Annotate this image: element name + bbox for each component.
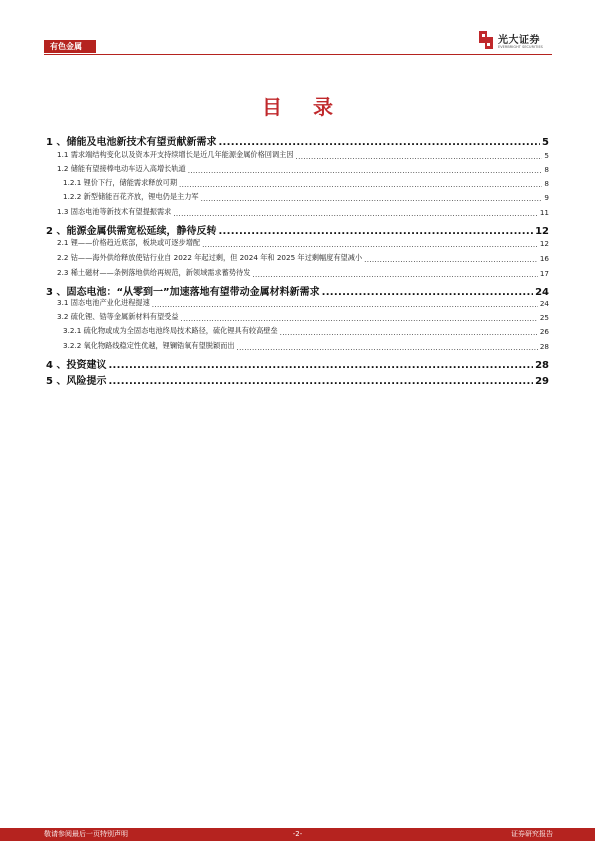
- brand-name-en: EVERBRIGHT SECURITIES: [498, 45, 543, 49]
- toc-entry-page: 8: [544, 165, 549, 174]
- toc-entry-page: 28: [539, 342, 549, 351]
- brand-name-cn: 光大证券: [498, 35, 540, 46]
- toc-entry-1[interactable]: [46, 133, 549, 148]
- everbright-logo-icon: [478, 30, 494, 50]
- toc-entry-1.2.2[interactable]: [63, 192, 549, 202]
- toc-entry-label: 1 、储能及电池新技术有望贡献新需求: [46, 137, 217, 148]
- toc-entry-label: 2.1 锂——价格趋近底部，板块或可逐步增配: [57, 238, 201, 247]
- toc-leader-dots: [201, 194, 543, 202]
- toc-entry-3.2.1[interactable]: [63, 326, 549, 336]
- toc-entry-1.2[interactable]: [57, 164, 549, 174]
- toc-entry-label: 2.3 稀土磁材——条例落地供给再规范，新领域需求蓄势待发: [57, 268, 251, 277]
- toc-entry-label: 1.3 固态电池等新技术有望提振需求: [57, 207, 172, 216]
- toc-entry-2.3[interactable]: [57, 268, 549, 278]
- toc-entry-5[interactable]: [46, 372, 549, 387]
- toc-leader-dots: [108, 376, 533, 387]
- toc-entry-1.2.1[interactable]: [63, 178, 549, 188]
- toc-leader-dots: [202, 240, 538, 248]
- toc-leader-dots: [152, 300, 538, 308]
- toc-entry-page: 8: [544, 179, 549, 188]
- toc-entry-1.3[interactable]: [57, 207, 549, 217]
- toc-entry-label: 3.2.2 氧化物路线稳定性优越，锂镧锆氧有望脱颖而出: [63, 341, 235, 350]
- toc-leader-dots: [188, 166, 543, 174]
- page-number: -2-: [292, 830, 303, 838]
- toc-entry-page: 12: [539, 239, 549, 248]
- toc-entry-3[interactable]: [46, 283, 549, 298]
- toc-entry-page: 11: [539, 208, 549, 217]
- toc-entry-2.2[interactable]: [57, 253, 549, 263]
- toc-entry-label: 2.2 钴——海外供给释放使钴行业自 2022 年起过剩，但 2024 年和 2025 年过剩幅度有望减小: [57, 253, 363, 262]
- toc-entry-page: 5: [542, 137, 549, 148]
- toc-entry-2[interactable]: [46, 222, 549, 237]
- toc-leader-dots: [218, 137, 540, 148]
- toc-entry-page: 28: [535, 360, 549, 371]
- toc-entry-label: 3 、固态电池：“从零到一”加速落地有望带动金属材料新需求: [46, 287, 320, 298]
- brand-logo: [478, 30, 558, 54]
- toc-entry-3.2[interactable]: [57, 312, 549, 322]
- toc-entry-label: 1.2.2 新型储能百花齐放，锂电仍是主力军: [63, 192, 199, 201]
- toc-entry-page: 9: [544, 193, 549, 202]
- toc-entry-page: 16: [539, 254, 549, 263]
- toc-entry-page: 29: [535, 376, 549, 387]
- toc-leader-dots: [252, 270, 537, 278]
- toc-leader-dots: [296, 152, 543, 160]
- toc-entry-page: 5: [544, 151, 549, 160]
- toc-leader-dots: [173, 209, 538, 217]
- toc-entry-label: 5 、风险提示: [46, 376, 107, 387]
- toc-leader-dots: [181, 314, 538, 322]
- toc-entry-4[interactable]: [46, 356, 549, 371]
- toc-leader-dots: [322, 287, 533, 298]
- toc-entry-3.2.2[interactable]: [63, 341, 549, 351]
- toc-entry-page: 25: [539, 313, 549, 322]
- footer-report-type: 证券研究报告: [511, 830, 553, 838]
- toc-entry-3.1[interactable]: [57, 298, 549, 308]
- toc-leader-dots: [364, 255, 538, 263]
- toc-entry-page: 12: [535, 226, 549, 237]
- toc-entry-label: 3.2.1 硫化物或成为全固态电池终局技术路径，硫化锂具有较高壁垒: [63, 326, 278, 335]
- toc-entry-label: 2 、能源金属供需宽松延续，静待反转: [46, 226, 217, 237]
- section-tag: 有色金属: [44, 40, 96, 53]
- page-footer: [0, 828, 595, 841]
- toc-leader-dots: [179, 180, 542, 188]
- footer-disclaimer: 敬请参阅最后一页特别声明: [44, 830, 128, 838]
- toc-entry-label: 3.1 固态电池产业化进程提速: [57, 298, 150, 307]
- toc-leader-dots: [280, 328, 538, 336]
- toc-entry-page: 24: [535, 287, 549, 298]
- toc-entry-label: 4 、投资建议: [46, 360, 107, 371]
- toc-entry-page: 24: [539, 299, 549, 308]
- toc-entry-2.1[interactable]: [57, 238, 549, 248]
- toc-leader-dots: [108, 360, 533, 371]
- toc-entry-label: 1.2.1 锂价下行，储能需求释放可期: [63, 178, 178, 187]
- toc-entry-page: 26: [539, 327, 549, 336]
- toc-entry-1.1[interactable]: [57, 150, 549, 160]
- toc-entry-label: 1.2 储能有望接棒电动车迈入高增长轨道: [57, 164, 186, 173]
- toc-entry-page: 17: [539, 269, 549, 278]
- page-title: 目 录: [262, 95, 345, 119]
- toc-entry-label: 1.1 需求端结构变化以及资本开支持续增长是近几年能源金属价格回调主因: [57, 150, 294, 159]
- toc-leader-dots: [237, 343, 538, 351]
- toc-entry-label: 3.2 硫化锂、锆等金属新材料有望受益: [57, 312, 179, 321]
- header-divider: [44, 54, 552, 55]
- toc-leader-dots: [218, 226, 533, 237]
